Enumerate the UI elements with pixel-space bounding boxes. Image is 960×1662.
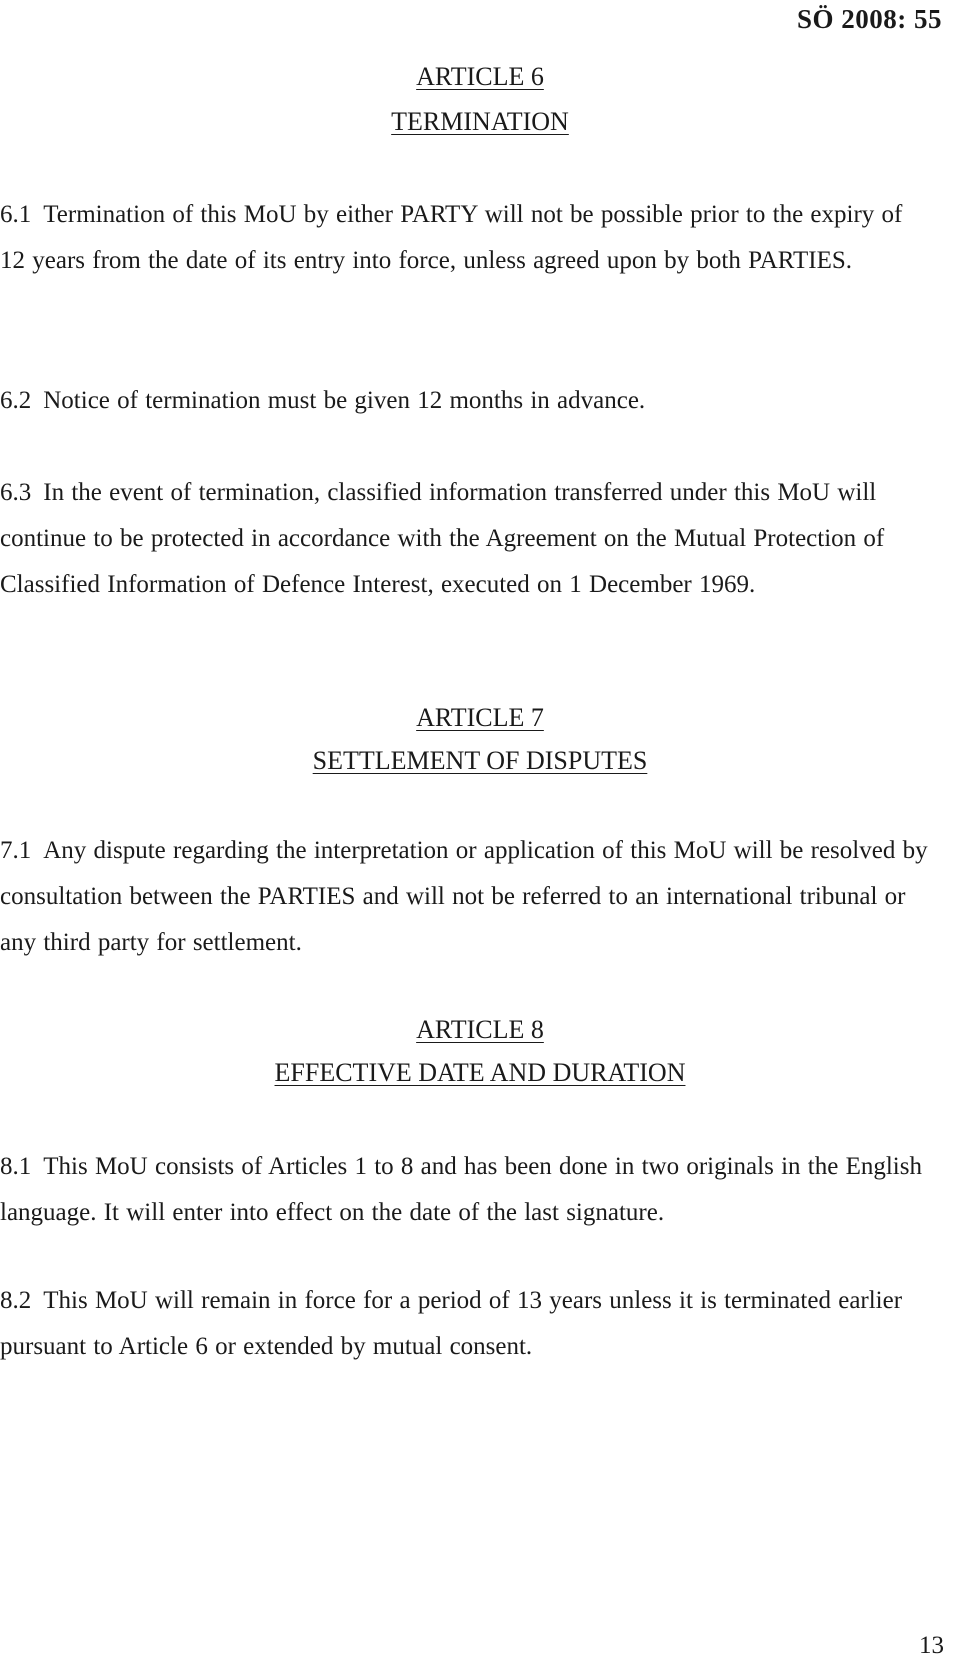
paragraph-7-1: [0, 828, 930, 966]
paragraph-text: Notice of termination must be given 12 months in advance.: [43, 387, 646, 414]
paragraph-6-2: [0, 378, 930, 424]
paragraph-8-1: [0, 1144, 930, 1236]
paragraph-text: Any dispute regarding the interpretation or application of this MoU will be resolved by consultation between the PARTIES and will not be referred to an international tribunal or any third party for settlement.: [0, 837, 928, 956]
series-reference: SÖ 2008: 55: [796, 4, 942, 34]
paragraph-number: 8.2: [0, 1287, 32, 1314]
article-7-subtitle: SETTLEMENT OF DISPUTES: [312, 746, 648, 775]
paragraph-number: 6.2: [0, 387, 32, 414]
paragraph-number: 6.3: [0, 479, 32, 506]
paragraph-text: This MoU will remain in force for a period of 13 years unless it is terminated earlier pursuant to Article 6 or extended by mutual consent.: [0, 1287, 903, 1360]
article-8-title: ARTICLE 8: [416, 1015, 544, 1044]
article-6-title: ARTICLE 6: [416, 62, 544, 91]
paragraph-number: 8.1: [0, 1153, 32, 1180]
paragraph-6-3: [0, 470, 930, 608]
paragraph-number: 6.1: [0, 201, 32, 228]
paragraph-text: Termination of this MoU by either PARTY will not be possible prior to the expiry of 12 years from the date of its entry into force, unless agreed upon by both PARTIES.: [0, 201, 903, 274]
paragraph-8-2: [0, 1278, 930, 1370]
article-8-subtitle: EFFECTIVE DATE AND DURATION: [274, 1058, 686, 1087]
paragraph-text: In the event of termination, classified information transferred under this MoU will continue to be protected in accordance with the Agreement on the Mutual Protection of Classified Information of Defence Interest, executed on 1 December 1969.: [0, 479, 885, 598]
paragraph-6-1: [0, 192, 930, 284]
page-number: 13: [919, 1632, 944, 1659]
article-6-subtitle: TERMINATION: [391, 107, 569, 136]
article-7-title: ARTICLE 7: [416, 703, 544, 732]
paragraph-text: This MoU consists of Articles 1 to 8 and has been done in two originals in the English language. It will enter into effect on the date of the last signature.: [0, 1153, 922, 1226]
paragraph-number: 7.1: [0, 837, 32, 864]
